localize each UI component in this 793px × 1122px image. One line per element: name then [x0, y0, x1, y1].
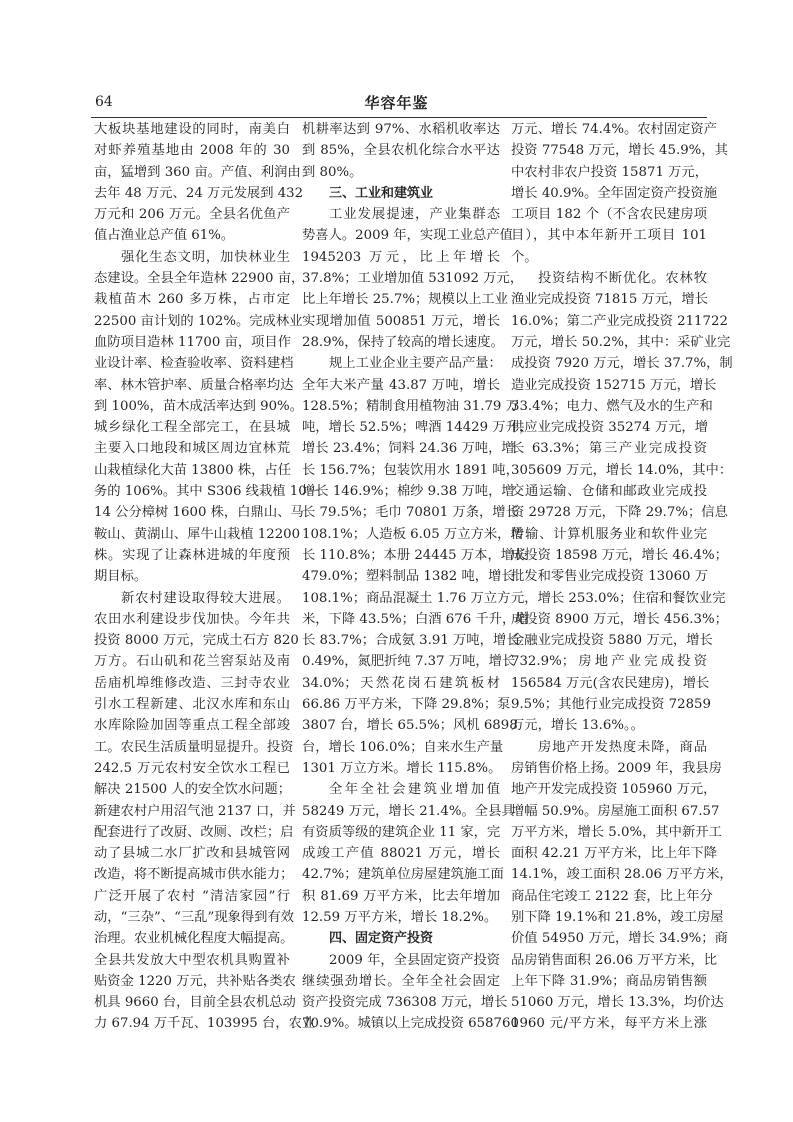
- paragraph: [511, 737, 733, 1035]
- text-line: 积 81.69 万平方米，比去年增加: [302, 888, 500, 904]
- text-line: 34.0%；天然花岗石建筑板材: [302, 675, 500, 691]
- text-line: 28.9%，保持了较高的增长速度。: [302, 334, 504, 350]
- text-line: 0.49%，氮肥折纯 7.37 万吨，增长: [302, 654, 516, 670]
- text-line: 城乡绿化工程全部完工，在县城: [94, 420, 290, 436]
- text-line: 投资 77548 万元，增长 45.9%，其: [511, 143, 728, 159]
- text-line: 工业发展提速，产业集群态: [329, 207, 500, 223]
- text-line: 力 67.94 万千瓦、103995 台，农业: [94, 1016, 316, 1032]
- text-line: 到 100%，苗木成活率达到 90%。: [94, 398, 303, 414]
- text-line: 万平方米，增长 5.0%，其中新开工: [511, 824, 722, 840]
- text-line: 新农村建设取得较大进展。: [121, 590, 290, 606]
- text-line: 到 85%，全县农机化综合水平达: [302, 143, 500, 159]
- text-line: 投资 8000 万元，完成土石方 820: [94, 633, 299, 649]
- text-line: 33.4%；电力、燃气及水的生产和: [511, 398, 713, 414]
- text-line: 血防项目造林 11700 亩，项目作: [94, 334, 292, 350]
- paragraph: [94, 247, 321, 588]
- text-line: 全县共发放大中型农机具购置补: [94, 952, 290, 968]
- text-line: 479.0%；塑料制品 1382 吨，增长: [302, 569, 515, 585]
- text-line: 动了县城二水厂扩改和县城管网: [94, 846, 290, 862]
- paragraph: [94, 119, 304, 247]
- text-line: 个。: [511, 249, 538, 265]
- paragraph: [511, 119, 728, 268]
- text-line: 1301 万立方米。增长 115.8%。: [302, 760, 502, 776]
- text-line: 增幅 50.9%。房屋施工面积 67.57: [511, 803, 720, 819]
- text-line: 渔业完成投资 71815 万元，增长: [511, 292, 709, 308]
- text-line: 株。实现了让森林进城的年度预: [94, 547, 290, 563]
- text-line: 继续强劲增长。全年全社会固定: [302, 973, 500, 989]
- text-line: 鞍山、黄湖山、犀牛山栽植 12200: [94, 526, 301, 542]
- text-line: 改造，将不断提高城市供水能力；: [94, 867, 294, 883]
- heading-text: 三、工业和建筑业: [329, 185, 434, 201]
- text-line: 对虾养殖基地由 2008 年的 30: [94, 143, 290, 159]
- text-line: 156584 万元(含农民建房)，增长: [511, 675, 710, 691]
- text-line: 万元，增长 50.2%，其中：采矿业完: [511, 334, 731, 350]
- text-line: 9.5%；其他行业完成投资 72859: [511, 697, 711, 713]
- text-line: 值占渔业总产值 61%。: [94, 228, 235, 244]
- text-line: 治理。农业机械化程度大幅提高。: [94, 931, 294, 947]
- text-line: 规上工业企业主要产品产量：: [329, 356, 502, 372]
- text-line: 3807 台，增长 65.5%；风机 6898: [302, 718, 518, 734]
- text-line: 贴资金 1220 万元，共补贴各类农: [94, 973, 296, 989]
- text-line: 实现增加值 500851 万元，增长: [302, 313, 500, 329]
- text-line: 14.1%，竣工面积 28.06 万平方米，: [511, 867, 733, 883]
- text-line: 66.86 万平方米，下降 29.8%；泵: [302, 697, 511, 713]
- header-rule: [91, 117, 707, 118]
- text-line: 成投资 18598 万元，增长 46.4%；: [511, 547, 728, 563]
- paragraph: [302, 119, 500, 183]
- heading-text: 四、固定资产投资: [329, 931, 434, 947]
- text-line: 资产投资完成 736308 万元，增长: [302, 995, 508, 1011]
- text-line: 到 80%。: [302, 164, 363, 180]
- text-line: 房销售价格上扬。2009 年，我县房: [511, 760, 722, 776]
- text-line: 山栽植绿化大苗 13800 株，占任: [94, 462, 292, 478]
- text-line: 305609 万元，增长 14.0%，其中：: [511, 462, 733, 478]
- text-line: 水库除险加固等重点工程全部竣: [94, 718, 290, 734]
- text-line: 亩，猛增到 360 亩。产值、利润由: [94, 164, 301, 180]
- page-number: 64: [95, 94, 113, 110]
- text-line: 42.7%；建筑单位房屋建筑施工面: [302, 867, 504, 883]
- text-line: 元，增长 253.0%；住宿和餐饮业完: [511, 590, 726, 606]
- text-line: 去年 48 万元、24 万元发展到 432: [94, 185, 304, 201]
- text-line: 中农村非农户投资 15871 万元，: [511, 164, 709, 180]
- text-line: 批发和零售业完成投资 13060 万: [511, 569, 709, 585]
- text-line: 58249 万元，增长 21.4%。全县具: [302, 803, 515, 819]
- text-line: 2009 年，全县固定资产投资: [329, 952, 501, 968]
- text-line: 商品住宅竣工 2122 套，比上年分: [511, 888, 713, 904]
- text-column-right: [511, 119, 733, 1035]
- text-line: 新建农村户用沼气池 2137 口，并: [94, 803, 296, 819]
- text-line: 期目标。: [94, 569, 148, 585]
- text-line: 万元，增长 13.6%。。: [511, 718, 644, 734]
- text-line: 解决 21500 人的安全饮水问题；: [94, 782, 292, 798]
- text-line: 108.1%；商品混凝土 1.76 万立方: [302, 590, 511, 606]
- text-line: 增长 146.9%；棉纱 9.38 万吨，增: [302, 484, 515, 500]
- text-line: 增长 40.9%。全年固定资产投资施: [511, 185, 718, 201]
- section-heading: [302, 183, 500, 204]
- text-line: 强化生态文明，加快林业生: [121, 249, 290, 265]
- text-line: 目），其中本年新开工项目 101: [511, 228, 707, 244]
- text-line: 金融业完成投资 5880 万元，增长: [511, 633, 713, 649]
- text-line: 长 83.7%；合成氨 3.91 万吨，增长: [302, 633, 520, 649]
- text-line: 万元、增长 74.4%。农村固定资产: [511, 122, 718, 137]
- text-line: 别下降 19.1%和 21.8%，竣工房屋: [511, 909, 724, 925]
- text-line: 吨，增长 52.5%；啤酒 14429 万升，: [302, 420, 533, 436]
- text-line: 732.9%；房地产业完成投资: [511, 654, 707, 670]
- text-line: 16.0%；第二产业完成投资 211722: [511, 313, 728, 329]
- text-line: 108.1%；人造板 6.05 万立方米，增: [302, 526, 524, 542]
- text-line: 全年全社会建筑业增加值: [329, 782, 500, 798]
- paragraph: [302, 353, 533, 779]
- text-line: 万方。石山矶和花兰窖泵站及南: [94, 654, 290, 670]
- text-line: 全年大米产量 43.87 万吨，增长: [302, 377, 500, 393]
- text-line: 大板块基地建设的同时，南美白: [94, 122, 290, 137]
- text-line: 品房销售面积 26.06 万平方米，比: [511, 952, 718, 968]
- paragraph: [94, 588, 316, 1035]
- text-line: 引水工程新建、北汉水库和东山: [94, 697, 290, 713]
- text-line: 岳庙机埠维修改造、三封寺农业: [94, 675, 290, 691]
- text-line: 工项目 182 个（不含农民建房项: [511, 207, 707, 223]
- text-line: 成竣工产值 88021 万元，增长: [302, 846, 500, 862]
- text-line: 工。农民生活质量明显提升。投资: [94, 739, 294, 755]
- text-line: 70.9%。城镇以上完成投资 658760: [302, 1016, 519, 1032]
- text-line: 台，增长 106.0%；自来水生产量: [302, 739, 504, 755]
- text-line: 1945203 万元，比上年增长: [302, 249, 500, 265]
- text-line: 上年下降 31.9%；商品房销售额: [511, 973, 707, 989]
- text-line: 供应业完成投资 35274 万元，增: [511, 420, 709, 436]
- text-line: 米，下降 43.5%；白酒 676 千升，增: [302, 611, 529, 627]
- text-line: 投资结构不断优化。农林牧: [538, 271, 707, 287]
- section-heading: [302, 928, 500, 949]
- text-line: 机耕率达到 97%、水稻机收率达: [302, 122, 500, 137]
- text-line: 资 29728 万元，下降 29.7%；信息: [511, 505, 728, 521]
- text-line: 务的 106%。其中 S306 线栽植 10－: [94, 484, 321, 500]
- text-line: 传输、计算机服务业和软件业完: [511, 526, 707, 542]
- text-line: 率、林木管护率、质量合格率均达: [94, 377, 294, 393]
- text-column-middle: [302, 119, 533, 1035]
- text-line: 长 110.8%；本册 24445 万本，增长: [302, 547, 528, 563]
- text-line: 交通运输、仓储和邮政业完成投: [511, 484, 707, 500]
- paragraph: [511, 268, 733, 737]
- text-line: 广泛开展了农村 “清洁家园”行: [94, 888, 290, 904]
- text-line: 价值 54950 万元，增长 34.9%；商: [511, 931, 728, 947]
- text-line: 12.59 万平方米，增长 18.2%。: [302, 909, 498, 925]
- text-line: 比上年增长 25.7%；规模以上工业: [302, 292, 509, 308]
- text-line: 势喜人。2009 年，实现工业总产值: [302, 228, 513, 244]
- text-line: 37.8%；工业增加值 531092 万元，: [302, 271, 524, 287]
- text-line: 242.5 万元农村安全饮水工程已: [94, 760, 290, 776]
- text-column-left: [94, 119, 321, 1035]
- paragraph: [302, 779, 515, 928]
- text-line: 业设计率、检查验收率、资料建档: [94, 356, 294, 372]
- text-line: 51060 万元，增长 13.3%，均价达: [511, 995, 724, 1011]
- text-line: 态建设。全县全年造林 22900 亩，: [94, 271, 305, 287]
- text-line: 长 79.5%；毛巾 70801 万条，增长: [302, 505, 519, 521]
- paragraph: [302, 204, 524, 353]
- text-line: 长 156.7%；包装饮用水 1891 吨，: [302, 462, 519, 478]
- text-line: 房地产开发热度未降，商品: [538, 739, 707, 755]
- text-line: 面积 42.21 万平方米，比上年下降: [511, 846, 718, 862]
- text-line: 长 63.3%；第三产业完成投资: [511, 441, 707, 457]
- running-title: 华容年鉴: [364, 94, 429, 112]
- paragraph: [302, 950, 519, 1035]
- text-line: 配套进行了改厨、改厕、改栏；启: [94, 824, 294, 840]
- text-line: 22500 亩计划的 102%。完成林业: [94, 313, 303, 329]
- text-line: 造业完成投资 152715 万元，增长: [511, 377, 717, 393]
- text-line: 128.5%；精制食用植物油 31.79 万: [302, 398, 519, 414]
- text-line: 机具 9660 台，目前全县农机总动: [94, 995, 296, 1011]
- text-line: 14 公分樟树 1600 株，白鼎山、马: [94, 505, 304, 521]
- text-line: 栽植苗木 260 多万株，占市定: [94, 292, 290, 308]
- text-line: 有资质等级的建筑企业 11 家，完: [302, 824, 501, 840]
- text-line: 农田水利建设步伐加快。今年共: [94, 611, 290, 627]
- text-line: 万元和 206 万元。全县名优鱼产: [94, 207, 290, 223]
- text-line: 主要入口地段和城区周边宜林荒: [94, 441, 290, 457]
- text-line: 增长 23.4%；饲料 24.36 万吨，增: [302, 441, 515, 457]
- text-line: 1960 元/平方米，每平方米上涨: [511, 1016, 707, 1032]
- text-line: 成投资 7920 万元，增长 37.7%，制: [511, 356, 733, 372]
- text-line: 成投资 8900 万元，增长 456.3%；: [511, 611, 728, 627]
- text-line: 地产开发完成投资 105960 万元，: [511, 782, 717, 798]
- text-line: 动，“三杂”、“三乱”现象得到有效: [94, 909, 295, 925]
